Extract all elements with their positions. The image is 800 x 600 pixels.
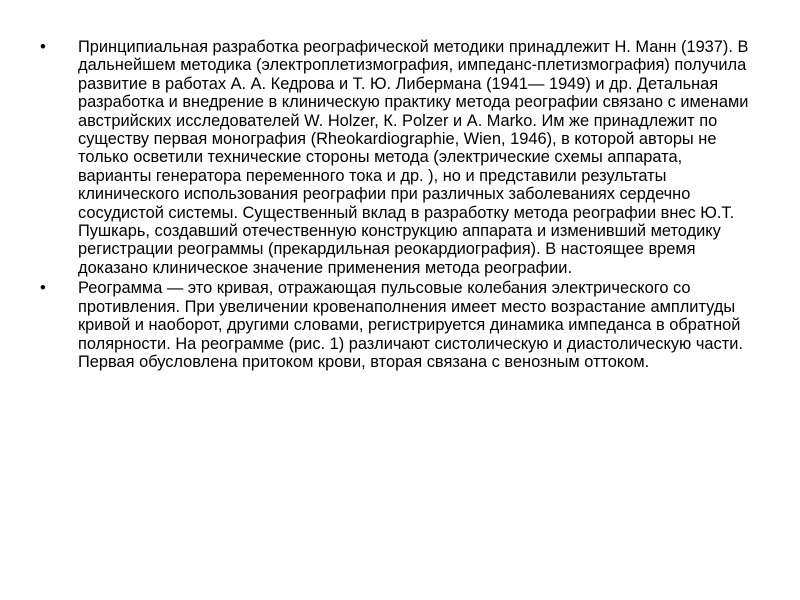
bullet-marker: • — [40, 38, 46, 56]
bullet-item-history — [40, 38, 758, 277]
bullet-marker: • — [40, 279, 46, 298]
bullet-text-history: Принципиальная разработка реографической методики принадлежит Н. Манн (1937). В дальнейшем методика (электроплетизмография, импеданс-плетизмография) получила развитие в работах А. А. Кедрова и Т. Ю. Либермана (1941— 1949) и др. Детальная разработка и внедрение в клиническую практику метода реографии связано с именами австрийских исследователей W. Holzer, К. Polzer и А. Marko. Им же принадлежит по существу первая монография (Rheokardiographie, Wien, 1946), в которой авторы не только осветили технические стороны метода (электрические схемы аппарата, варианты генератора переменного тока и др. ), но и представили результаты клинического использования реографии при различных заболеваниях сердечно сосудистой системы. Существенный вклад в разработку метода реографии внес Ю.Т. Пушкарь, создавший отечественную конструкцию аппарата и изменивший методику регистрации реограммы (прекардильная реокардиография). В настоящее время доказано клиническое значение применения метода реографии. — [78, 38, 749, 277]
bullet-text-rheogram: Реограмма — это кривая, отражающая пульсовые колебания электрического со противления. При увеличении кровенаполнения имеет место возрастание амплитуды кривой и наоборот, другими словами, регистрируется динамика импеданса в обратной полярности. На реограмме (рис. 1) различают систолическую и диастолическую части. Первая обусловлена притоком крови, вторая связана с венозным оттоком. — [78, 279, 743, 371]
bullet-item-rheogram — [40, 279, 758, 371]
bullet-list — [40, 38, 758, 373]
